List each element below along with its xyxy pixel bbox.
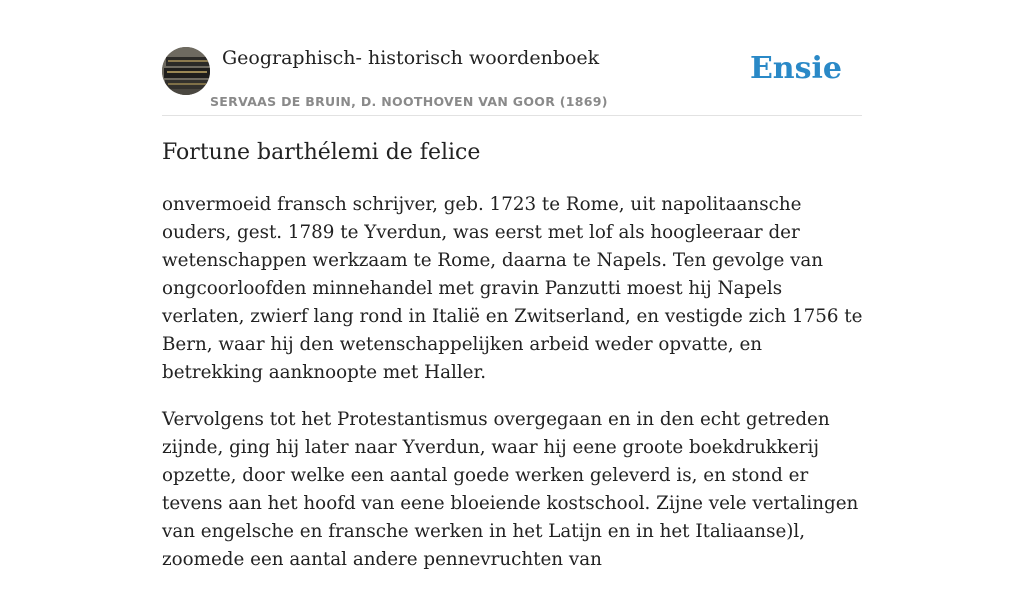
book-stack-icon [162,47,210,95]
source-title[interactable]: Geographisch- historisch woordenboek [222,47,600,69]
page-title: Fortune barthélemi de felice [162,140,481,165]
article-paragraph: Vervolgens tot het Protestantismus overgegaan en in den echt getreden zijnde, ging hij later naar Yverdun, waar hij eene groote boekdrukkerij opzette, door welke een aantal goede werken geleverd is, en stond er tevens aan het hoofd van eene bloeiende kostschool. Zijne vele vertalingen van engelsche en fransche werken in het Latijn en in het Italiaanse)l, zoomede een aantal andere pennevruchten van [162,409,859,570]
article-paragraph: onvermoeid fransch schrijver, geb. 1723 te Rome, uit napolitaansche ouders, gest. 1789 te Yverdun, was eerst met lof als hoogleeraar der wetenschappen werkzaam te Rome, daarna te Napels. Ten gevolge van ongcoorloofden minnehandel met gravin Panzutti moest hij Napels verlaten, zwierf lang rond in Italië en Zwitserland, en vestigde zich 1756 te Bern, waar hij den wetenschappelijken arbeid weder opvatte, en betrekking aanknoopte met Haller. [162,194,863,383]
header [162,46,862,116]
article-body [162,191,864,593]
header-divider [162,115,862,116]
source-author-year: SERVAAS DE BRUIN, D. NOOTHOVEN VAN GOOR (1869) [210,94,608,109]
ensie-logo-link[interactable]: Ensie [749,51,842,86]
